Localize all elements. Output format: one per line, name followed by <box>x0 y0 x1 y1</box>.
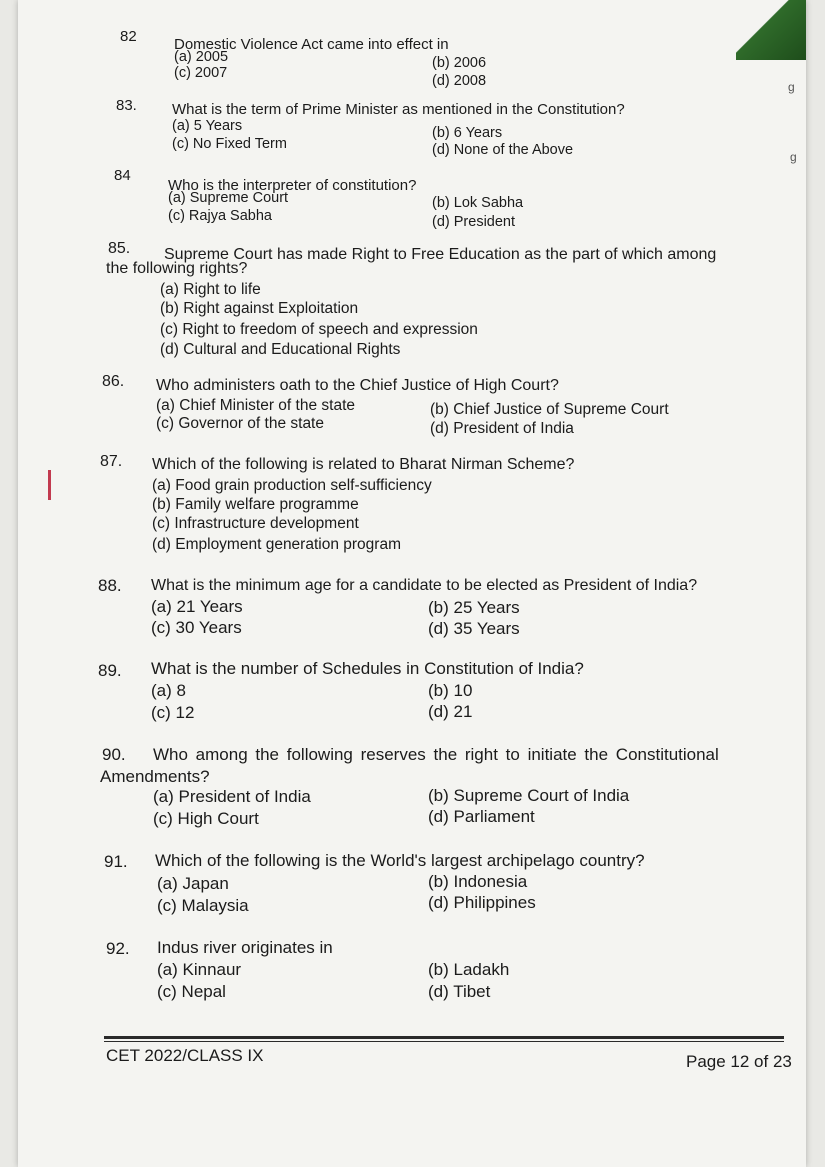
option-d: (d) Cultural and Educational Rights <box>160 341 401 358</box>
question-number: 83. <box>116 97 137 114</box>
question-number: 92. <box>106 939 130 958</box>
question-stem: Supreme Court has made Right to Free Education as the part of which among <box>164 246 717 263</box>
question-number: 87. <box>100 453 123 470</box>
footer-divider <box>104 1036 784 1039</box>
question-stem: What is the minimum age for a candidate to be elected as President of India? <box>151 577 698 594</box>
option-b: (b) Supreme Court of India <box>428 786 630 805</box>
plant-leaf-decoration <box>736 0 806 60</box>
option-a: (a) Food grain production self-sufficiency <box>152 477 432 494</box>
question-stem: What is the number of Schedules in Constitution of India? <box>151 659 584 678</box>
question-stem-continued: the following rights? <box>106 260 248 277</box>
option-c: (c) 12 <box>151 703 195 722</box>
option-b: (b) 25 Years <box>428 598 520 617</box>
option-a: (a) President of India <box>153 787 311 806</box>
margin-glyph: g <box>788 80 795 94</box>
exam-page <box>18 0 806 1167</box>
question-number: 84 <box>114 167 131 184</box>
option-c: (c) Malaysia <box>157 896 249 915</box>
question-stem: Who administers oath to the Chief Justice of High Court? <box>156 377 559 394</box>
option-d: (d) None of the Above <box>432 142 574 158</box>
option-b: (b) Family welfare programme <box>152 496 359 513</box>
option-d: (d) Employment generation program <box>152 536 401 553</box>
option-c: (c) Nepal <box>157 982 226 1001</box>
option-c: (c) Infrastructure development <box>152 515 359 532</box>
question-number: 90. <box>102 745 126 764</box>
option-d: (d) 2008 <box>432 73 487 89</box>
question-stem: Which of the following is related to Bharat Nirman Scheme? <box>152 456 575 473</box>
option-a: (a) 21 Years <box>151 597 243 616</box>
option-b: (b) Right against Exploitation <box>160 300 359 317</box>
exam-code: CET 2022/CLASS IX <box>106 1046 264 1065</box>
margin-glyph: g <box>790 150 797 164</box>
option-d: (d) Philippines <box>428 893 536 912</box>
option-b: (b) Chief Justice of Supreme Court <box>430 401 669 418</box>
question-stem: Which of the following is the World's largest archipelago country? <box>155 851 645 870</box>
option-a: (a) Kinnaur <box>157 960 242 979</box>
page-number: Page 12 of 23 <box>686 1052 792 1071</box>
option-b: (b) 6 Years <box>432 125 503 141</box>
question-number: 89. <box>98 661 122 680</box>
footer-divider <box>104 1041 784 1042</box>
option-d: (d) Tibet <box>428 982 491 1001</box>
option-a: (a) 5 Years <box>172 118 243 134</box>
option-b: (b) 10 <box>428 681 473 700</box>
option-a: (a) Right to life <box>160 281 261 298</box>
question-stem: Who is the interpreter of constitution? <box>168 177 417 194</box>
option-d: (d) 21 <box>428 702 473 721</box>
question-stem: What is the term of Prime Minister as mentioned in the Constitution? <box>172 101 625 118</box>
option-d: (d) President <box>432 214 516 230</box>
question-stem-continued: Amendments? <box>100 767 210 786</box>
option-b: (b) Ladakh <box>428 960 510 979</box>
option-b: (b) Lok Sabha <box>432 195 524 211</box>
option-c: (c) High Court <box>153 809 259 828</box>
question-number: 85. <box>108 240 131 257</box>
question-number: 82 <box>120 28 137 45</box>
option-c: (c) Governor of the state <box>156 415 324 432</box>
question-stem: Who among the following reserves the right to initiate the Constitutional <box>153 745 719 764</box>
option-a: (a) 8 <box>151 681 186 700</box>
option-d: (d) Parliament <box>428 807 535 826</box>
margin-mark <box>48 470 51 500</box>
question-number: 86. <box>102 373 125 390</box>
option-c: (c) 2007 <box>174 65 228 81</box>
option-b: (b) 2006 <box>432 55 487 71</box>
option-c: (c) Right to freedom of speech and expression <box>160 321 478 338</box>
option-a: (a) Supreme Court <box>168 190 289 206</box>
option-a: (a) Japan <box>157 874 229 893</box>
question-number: 88. <box>98 576 122 595</box>
option-c: (c) Rajya Sabha <box>168 208 272 224</box>
option-c: (c) No Fixed Term <box>172 136 287 152</box>
option-d: (d) 35 Years <box>428 619 520 638</box>
question-number: 91. <box>104 852 128 871</box>
option-c: (c) 30 Years <box>151 618 242 637</box>
option-d: (d) President of India <box>430 420 574 437</box>
question-stem: Domestic Violence Act came into effect in <box>174 36 449 53</box>
option-a: (a) 2005 <box>174 49 229 65</box>
option-a: (a) Chief Minister of the state <box>156 397 355 414</box>
question-stem: Indus river originates in <box>157 938 333 957</box>
option-b: (b) Indonesia <box>428 872 528 891</box>
